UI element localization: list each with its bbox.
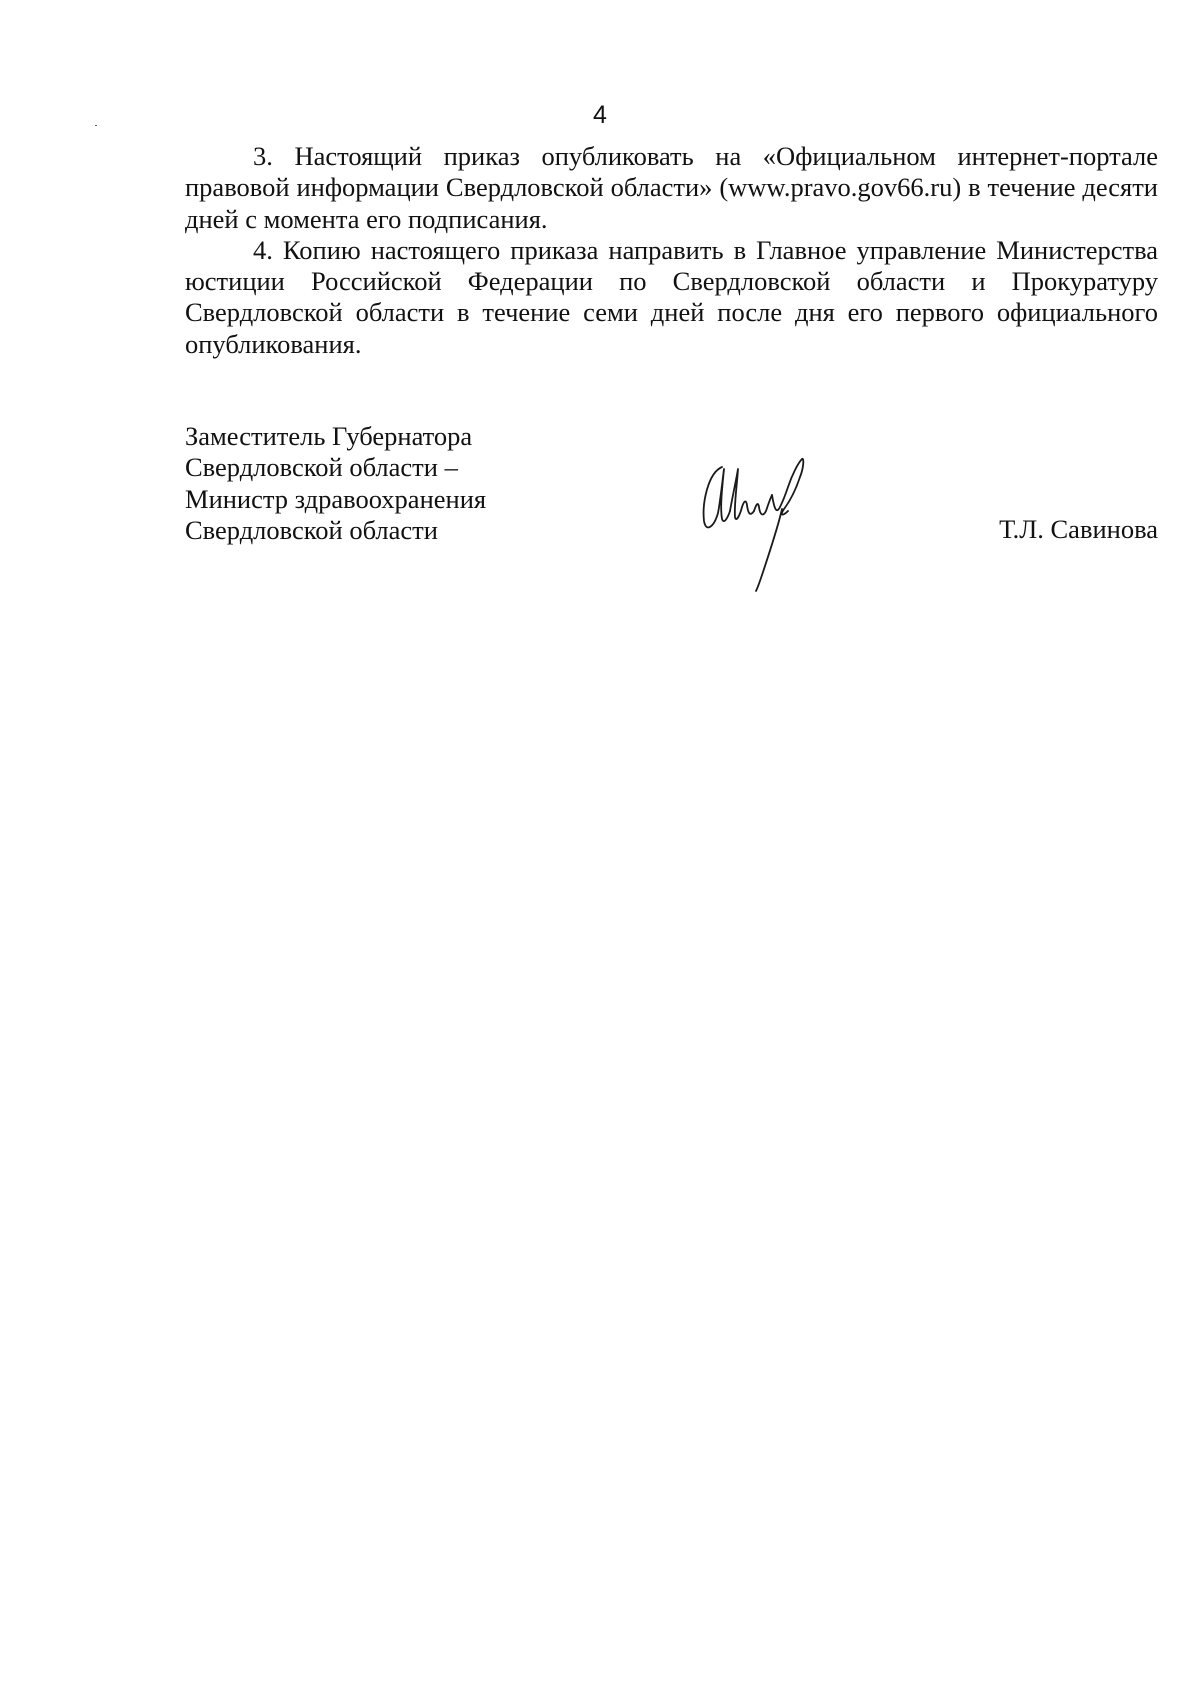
signatory-title-line: Свердловской области –	[185, 452, 458, 483]
signatory-title-line: Министр здравоохранения	[185, 483, 487, 514]
signatory-title-block	[185, 421, 515, 546]
signer-name: Т.Л. Савинова	[999, 514, 1158, 544]
signatory-title-line: Свердловской области	[185, 514, 438, 545]
paragraph-publication: 3. Настоящий приказ опубликовать на «Официальном интернет-портале правовой информации Свердловской области» (www.pravo.gov66.ru) в течение десяти дней с момента его подписания.	[185, 141, 1158, 234]
paragraph-copy-distribution: 4. Копию настоящего приказа направить в Главное управление Министерства юстиции Российской Федерации по Свердловской области и Прокуратуру Свердловской области в течение семи дней после дня его первого официального опубликования.	[185, 234, 1158, 359]
page-number: 4	[593, 101, 607, 129]
document-body	[185, 141, 1158, 360]
signatory-title-line: Заместитель Губернатора	[185, 421, 473, 451]
handwritten-signature	[700, 455, 840, 595]
